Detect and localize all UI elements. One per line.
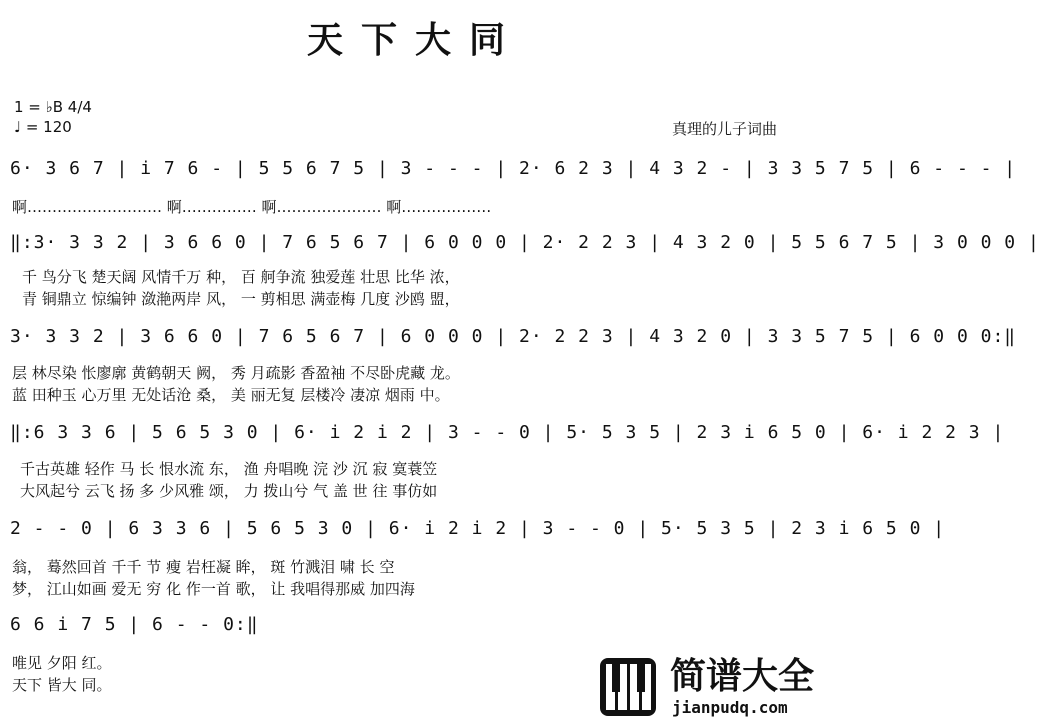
lyric-line: 天下 皆大 同。 <box>12 676 112 694</box>
lyric-line: 啊……………………… 啊…………… 啊………………… 啊……………… <box>12 198 492 216</box>
lyric-line: 层 林尽染 怅廖廓 黄鹤朝天 阙， 秀 月疏影 香盈袖 不尽卧虎藏 龙。 <box>12 364 460 382</box>
credit: 真理的儿子词曲 <box>672 120 778 138</box>
notation-line: ‖:3· 3 3 2 | 3 6 6 0 | 7 6 5 6 7 | 6 0 0 0 | 2· 2 2 3 | 4 3 2 0 | 5 5 6 7 5 | 3 0 0 0 | <box>10 232 1040 253</box>
lyric-line: 大风起兮 云飞 扬 多 少风雅 颂， 力 拨山兮 气 盖 世 往 事仿如 <box>20 482 438 500</box>
lyric-line: 唯见 夕阳 红。 <box>12 654 112 672</box>
notation-line: 2 - - 0 | 6 3 3 6 | 5 6 5 3 0 | 6· i 2 i 2 | 3 - - 0 | 5· 5 3 5 | 2 3 i 6 5 0 | <box>10 518 946 539</box>
lyric-line: 千 鸟分飞 楚天阔 风情千万 种， 百 舸争流 独爱莲 壮思 比华 浓， <box>22 268 460 286</box>
site-logo <box>598 648 830 722</box>
tempo-marking: ♩ = 120 <box>14 118 72 136</box>
lyric-line: 梦， 江山如画 爱无 穷 化 作一首 歌， 让 我唱得那威 加四海 <box>12 580 415 598</box>
lyric-line: 青 铜鼎立 惊编钟 潋滟两岸 风， 一 剪相思 满壶梅 几度 沙鸥 盟， <box>22 290 460 308</box>
song-title: 天下大同 <box>306 19 523 61</box>
lyric-line: 千古英雄 轻作 马 长 恨水流 东， 渔 舟唱晚 浣 沙 沉 寂 寞蓑笠 <box>20 460 438 478</box>
brand-url: jianpudq.com <box>672 698 788 717</box>
notation-line: 6 6 i 7 5 | 6 - - 0:‖ <box>10 614 259 635</box>
notation-line: 6· 3 6 7 | i 7 6 - | 5 5 6 7 5 | 3 - - - | 2· 6 2 3 | 4 3 2 - | 3 3 5 7 5 | 6 - - - | <box>10 158 1017 179</box>
notation-line: 3· 3 3 2 | 3 6 6 0 | 7 6 5 6 7 | 6 0 0 0 | 2· 2 2 3 | 4 3 2 0 | 3 3 5 7 5 | 6 0 0 0:‖ <box>10 326 1017 347</box>
lyric-line: 蓝 田种玉 心万里 无处话沧 桑， 美 丽无复 层楼冷 凄凉 烟雨 中。 <box>12 386 450 404</box>
piano-icon <box>598 650 668 720</box>
notation-line: ‖:6 3 3 6 | 5 6 5 3 0 | 6· i 2 i 2 | 3 - - 0 | 5· 5 3 5 | 2 3 i 6 5 0 | 6· i 2 2 3 | <box>10 422 1005 443</box>
brand-name: 简谱大全 <box>670 656 815 697</box>
key-signature: 1 = ♭B 4/4 <box>14 98 92 116</box>
lyric-line: 翁， 蓦然回首 千千 节 瘦 岩枉凝 眸， 斑 竹溅泪 啸 长 空 <box>12 558 395 576</box>
